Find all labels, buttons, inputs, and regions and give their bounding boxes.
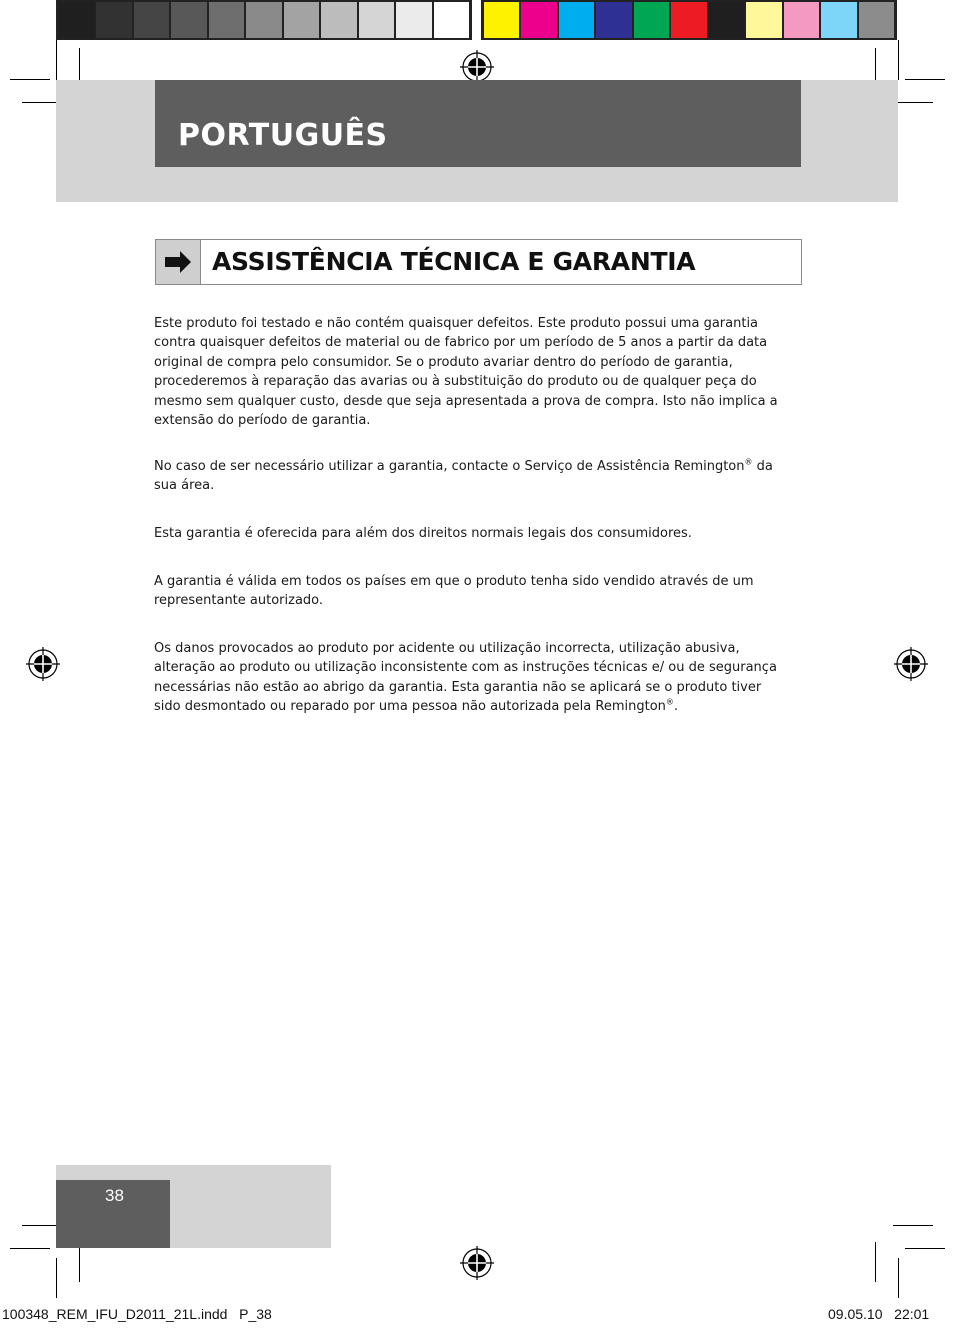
arrow-right-icon [156,240,200,284]
page-title: PORTUGUÊS [178,118,388,153]
color-swatch [171,2,206,38]
color-swatch [284,2,319,38]
color-swatch [596,2,631,38]
registration-mark-icon [26,647,60,681]
color-swatch [784,2,819,38]
color-swatch [246,2,281,38]
page-number: 38 [105,1186,124,1205]
crop-mark [56,1258,57,1298]
color-swatch [209,2,244,38]
crop-mark [905,79,945,80]
crop-mark [893,102,933,103]
section-title: ASSISTÊNCIA TÉCNICA E GARANTIA [212,247,696,276]
crop-mark [898,1258,899,1298]
color-swatch [709,2,744,38]
registration-mark-icon [894,647,928,681]
crop-mark [875,1242,876,1282]
color-swatch [321,2,356,38]
paragraph-exclusions: Os danos provocados ao produto por acidente ou utilização incorrecta, utilização abusiva, alteração ao produto ou utilização inconsistente com as instruções técnicas e/ ou de segurança necessárias não estão ao abrigo da garantia. Esta garantia não se aplicará se o produto tiver sido desmontado ou reparado por uma pessoa não autorizada pela Remington®. [154,641,777,715]
color-swatch [359,2,394,38]
paragraph-service-contact: No caso de ser necessário utilizar a garantia, contacte o Serviço de Assistência Remington® da sua área. [154,457,773,494]
grayscale-calibration-bar [56,0,472,40]
crop-mark [898,40,899,80]
crop-mark [10,79,50,80]
color-swatch [671,2,706,38]
color-swatch [396,2,431,38]
color-swatch [96,2,131,38]
color-swatch [559,2,594,38]
crop-mark [10,1248,50,1249]
file-slug: 100348_REM_IFU_D2011_21L.indd P_38 [2,1306,272,1322]
crop-mark [79,1242,80,1282]
color-swatch [521,2,556,38]
color-swatch [59,2,94,38]
registration-mark-icon [460,50,494,84]
crop-mark [56,40,57,80]
color-swatch [634,2,669,38]
color-swatch [134,2,169,38]
paragraph-validity: A garantia é válida em todos os países em que o produto tenha sido vendido através de um representante autorizado. [154,574,754,609]
color-swatch [434,2,469,38]
section-icon-cell [156,240,201,284]
paragraph-consumer-rights: Esta garantia é oferecida para além dos direitos normais legais dos consumidores. [154,526,692,541]
color-calibration-bar [481,0,897,40]
color-swatch [746,2,781,38]
color-swatch [821,2,856,38]
registration-mark-icon [460,1246,494,1280]
crop-mark [893,1225,933,1226]
color-swatch [859,2,894,38]
section-heading [155,239,802,285]
date-slug: 09.05.10 22:01 [828,1306,930,1322]
color-swatch [484,2,519,38]
crop-mark [905,1248,945,1249]
paragraph-warranty: Este produto foi testado e não contém quaisquer defeitos. Este produto possui uma garantia contra quaisquer defeitos de material ou de fabrico por um período de 5 anos a partir da data original de compra pelo consumidor. Se o produto avariar dentro do período de garantia, procederemos à reparação das avarias ou à substituição do produto ou de qualquer peça do mesmo sem qualquer custo, desde que seja apresentada a prova de compra. Isto não implica a extensão do período de garantia. [154,316,778,429]
